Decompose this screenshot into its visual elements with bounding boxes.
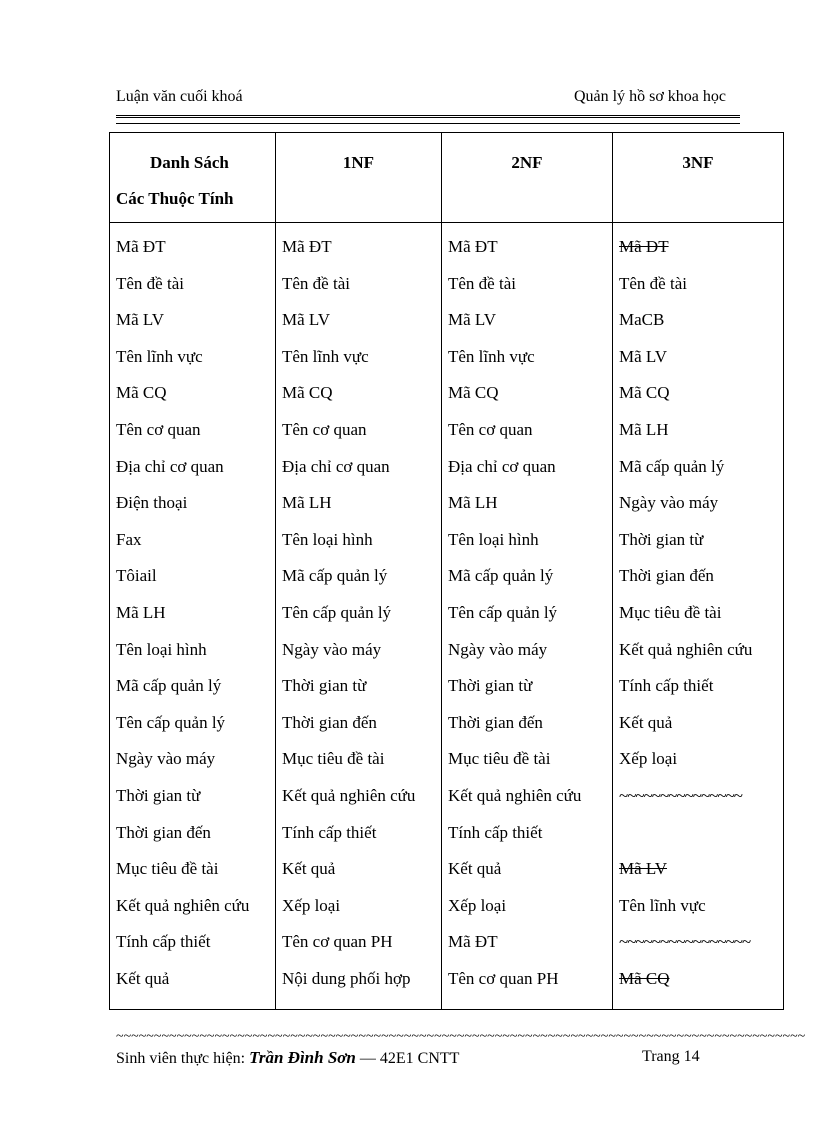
column-1nf [276, 223, 442, 1010]
table-cell: Mã ĐT [448, 932, 498, 952]
table-cell: Ngày vào máy [619, 493, 719, 513]
table-cell: Mục tiêu đề tài [116, 859, 219, 879]
table-cell: Mã LH [282, 493, 332, 513]
table-cell: Thời gian từ [619, 529, 704, 549]
table-cell: Tên lĩnh vực [116, 346, 203, 366]
table-cell: Tính cấp thiết [282, 822, 377, 842]
table-header-row [110, 133, 784, 223]
table-cell: Tính cấp thiết [448, 822, 543, 842]
table-cell: Điện thoại [116, 493, 188, 513]
table-cell: Tính cấp thiết [619, 676, 714, 696]
table-cell: Mã LV [448, 310, 497, 330]
column-3nf [613, 223, 784, 1010]
table-cell: Tên cơ quan [282, 419, 367, 439]
page-footer [116, 1048, 716, 1068]
table-cell: MaCB [619, 310, 665, 330]
table-cell: Xếp loại [448, 895, 507, 915]
table-cell: Thời gian từ [448, 676, 533, 696]
table-cell: Địa chỉ cơ quan [282, 456, 390, 476]
table-cell: Tên lĩnh vực [448, 346, 535, 366]
table-cell: Tên đề tài [448, 273, 516, 293]
header-line: Danh Sách [150, 153, 229, 172]
footer-class: — 42E1 CNTT [359, 1050, 460, 1067]
table-cell: Ngày vào máy [282, 639, 382, 659]
table-cell: Xếp loại [282, 895, 341, 915]
table-cell: Tên loại hình [116, 639, 207, 659]
column-attribute-list [110, 223, 276, 1010]
table-cell: Tên cấp quản lý [116, 712, 226, 732]
table-cell: Mã LV [619, 859, 668, 879]
header-thesis-title: Luận văn cuối khoá [116, 88, 243, 105]
page-header [116, 88, 740, 112]
table-cell: Mã LV [116, 310, 165, 330]
table-cell: Tên cơ quan PH [448, 968, 559, 988]
table-cell [619, 819, 777, 856]
table-cell: Nội dung phối hợp [282, 968, 411, 988]
table-cell: Thời gian từ [282, 676, 367, 696]
footer-page-number: Trang 14 [642, 1048, 700, 1065]
table-cell: Kết quả [448, 859, 502, 879]
table-cell: Ngày vào máy [116, 749, 216, 769]
table-cell: Tên lĩnh vực [282, 346, 369, 366]
table-cell: Tính cấp thiết [116, 932, 211, 952]
table-cell: Tên cấp quản lý [448, 602, 558, 622]
table-cell: Địa chỉ cơ quan [116, 456, 224, 476]
table-cell: Kết quả nghiên cứu [448, 785, 582, 805]
header-line: 1NF [342, 153, 375, 172]
table-cell: Mã LV [619, 346, 668, 366]
column-2nf [442, 223, 613, 1010]
table-cell: Mã CQ [282, 383, 333, 403]
table-cell: Mã cấp quản lý [619, 456, 725, 476]
table-cell: Mục tiêu đề tài [448, 749, 551, 769]
table-cell: Kết quả [282, 859, 336, 879]
table-cell: Mã ĐT [619, 237, 669, 256]
table-cell: Mục tiêu đề tài [282, 749, 385, 769]
table-cell: Xếp loại [619, 749, 678, 769]
table-cell: Mục tiêu đề tài [619, 602, 722, 622]
table-cell: ~~~~~~~~~~~~~~~~ [619, 932, 751, 952]
table-cell: Mã CQ [619, 968, 670, 988]
table-cell: Tên cấp quản lý [282, 602, 392, 622]
table-cell: Tên cơ quan [116, 419, 201, 439]
table-cell: Mã LH [619, 419, 669, 439]
header-2nf [442, 133, 613, 223]
table-cell: Fax [116, 529, 142, 549]
table-cell: Kết quả [619, 712, 673, 732]
table-cell: Tên loại hình [282, 529, 373, 549]
header-3nf [613, 133, 784, 223]
table-body-row [110, 223, 784, 1010]
table-cell: Mã ĐT [116, 237, 166, 256]
table-cell: Tên cơ quan [448, 419, 533, 439]
table-cell: Mã LV [282, 310, 331, 330]
header-topic-title: Quản lý hồ sơ khoa học [574, 88, 726, 105]
normalization-table [109, 132, 784, 1010]
table-cell: Kết quả [116, 968, 170, 988]
table-cell: Ngày vào máy [448, 639, 548, 659]
table-cell: Tên lĩnh vực [619, 895, 706, 915]
footer-author-name: Trần Đình Sơn [249, 1048, 356, 1067]
footer-divider: ~~~~~~~~~~~~~~~~~~~~~~~~~~~~~~~~~~~~~~~~~~~~~~~~~~~~~~~~~~~~~~~~~~~~~~~~~~~~~~~~~~~~~~~~~~~ [116, 1029, 806, 1044]
header-divider [116, 115, 740, 124]
table-cell: Mã ĐT [448, 237, 498, 256]
header-line: 2NF [511, 153, 543, 172]
table-cell: Tên đề tài [282, 273, 350, 293]
table-cell: Mã cấp quản lý [116, 676, 222, 696]
table-cell: Mã CQ [116, 383, 167, 403]
table-cell: Tôiail [116, 566, 157, 586]
table-cell: Tên đề tài [619, 273, 687, 293]
table-cell: Kết quả nghiên cứu [116, 895, 250, 915]
table-cell: Kết quả nghiên cứu [282, 785, 416, 805]
table-cell: Thời gian đến [116, 822, 211, 842]
table-cell: Mã cấp quản lý [448, 566, 554, 586]
table-cell: Tên cơ quan PH [282, 932, 393, 952]
table-cell: Tên đề tài [116, 273, 184, 293]
table-cell: Thời gian đến [448, 712, 543, 732]
header-line: Các Thuộc Tính [116, 189, 234, 208]
table-cell: Thời gian đến [619, 566, 714, 586]
table-cell: Thời gian từ [116, 785, 201, 805]
table-cell: ~~~~~~~~~~~~~~~ [619, 785, 742, 805]
table-cell: Mã LH [116, 602, 166, 622]
table-cell: Mã ĐT [282, 237, 332, 256]
table-cell: Địa chỉ cơ quan [448, 456, 556, 476]
header-attribute-list [110, 133, 276, 223]
table-cell: Thời gian đến [282, 712, 377, 732]
table-cell: Mã cấp quản lý [282, 566, 388, 586]
footer-student-label: Sinh viên thực hiện: [116, 1050, 246, 1067]
table-cell: Kết quả nghiên cứu [619, 639, 753, 659]
header-line: 3NF [682, 153, 714, 172]
header-1nf [276, 133, 442, 223]
table-cell: Tên loại hình [448, 529, 539, 549]
table-cell: Mã LH [448, 493, 498, 513]
table-cell: Mã CQ [448, 383, 499, 403]
table-cell: Mã CQ [619, 383, 670, 403]
